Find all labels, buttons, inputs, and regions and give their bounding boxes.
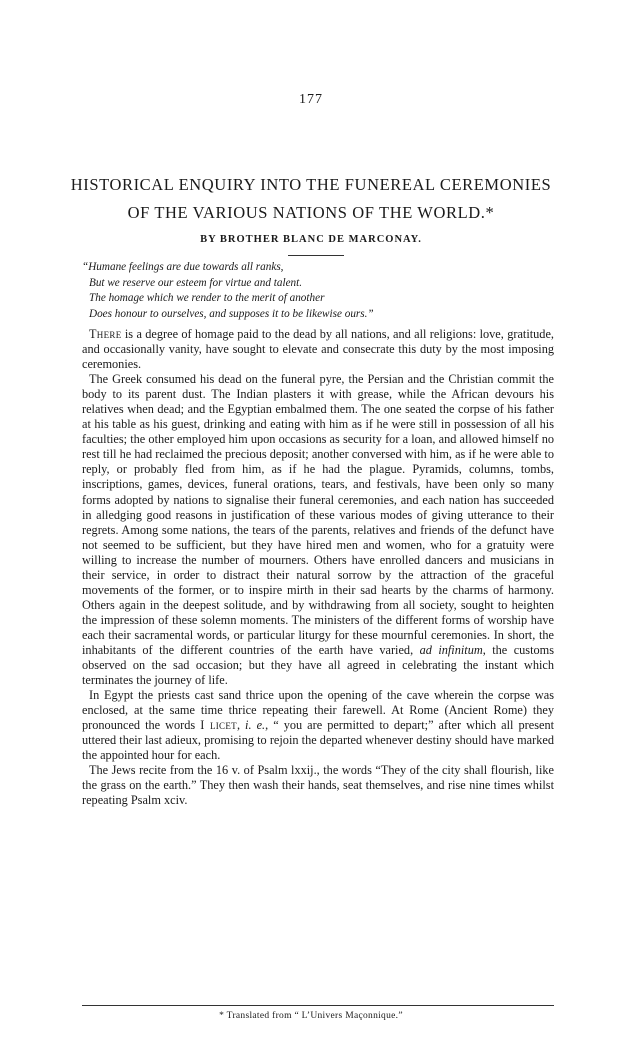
footnote: * Translated from “ L’Univers Maçonnique.” [219, 1011, 403, 1021]
title-divider [288, 255, 344, 256]
latin-word: I licet [200, 718, 237, 733]
paragraph-text: , the customs observed on the sad occasion; but they have all agreed in celebrating the instant which terminates the journey of life. [82, 642, 555, 688]
paragraph-text: The Greek consumed his dead on the funeral pyre, the Persian and the Christian commit the body to its parent dust. The Indian plasters it with grease, while the African devours his relatives when dead; and the Egyptian embalmed them. The one seated the corpse of his father at his table as his guest, drinking and eating with him as if he were still in possession of all his faculties; the other employed him upon occasions as security for a loan, and allowed himself no rest till he had reclaimed the precious deposit; another conversed with him, as if he were able to reply, or probably fled from him, as if he had the plague. Pyramids, columns, tombs, inscriptions, games, devices, funeral orations, tears, and festivals, have been only so many forms adopted by nations to signalise their funeral ceremonies, and each nation has succeeded in alledging good reasons in justification of these various modes of giving utterance to their regrets. Among some nations, the tears of the parents, relatives and friends of the defunct have not seemed to be sufficient, but they have hired men and women, who for a gratuity were willing to increase the number of mourners. Others have enrolled dancers and musicians in their service, in order to distract their natural sorrow by the attraction of the graceful movements of the former, or to inspire mirth in their sad hearts by the charms of harmony. Others again in the deepest solitude, and by withdrawing from all society, sought to heighten the impression of these solemn moments. The ministers of the different forms of worship have each their sacramental words, or particular liturgy for these mournful ceremonies. In short, the inhabitants of the different countries of the earth have varied, [82, 372, 554, 657]
paragraph-text: The Jews recite from the 16 v. of Psalm lxxij., the words “They of the city shall flourish, like the grass on the earth.” They then wash their hands, seat themselves, and rise nine times whilst repeating Psalm xciv. [82, 763, 554, 808]
article-body [82, 327, 554, 809]
epigraph-line: Does honour to ourselves, and supposes it to be likewise ours.” [89, 307, 374, 320]
paragraph-1 [82, 327, 554, 372]
article-title-line-2: OF THE VARIOUS NATIONS OF THE WORLD.* [127, 203, 495, 222]
epigraph-line: But we reserve our esteem for virtue and talent. [89, 276, 303, 289]
abbreviation: i. e. [245, 718, 266, 733]
paragraph-3: In Egypt the priests cast sand thrice upon the opening of the cave wherein the corpse was enclosed, at the same time thrice repeating their farewell. At Rome (Ancient Rome) they pronounced the words I licet, i. e., “ you are permitted to depart;” after which all present uttered their last adieux, promising to rejoin the departed whenever destiny should have marked the appointed hour for each. [82, 688, 555, 763]
page-number: 177 [299, 92, 323, 107]
epigraph-line: The homage which we render to the merit of another [89, 292, 325, 305]
paragraph-text: In Egypt the priests cast sand thrice upon the opening of the cave wherein the corpse was enclosed, at the same time thrice repeating their farewell. At Rome (Ancient Rome) they pronounced the words [82, 688, 554, 733]
paragraph-opening-word: There [89, 327, 122, 341]
article-title-line-1: HISTORICAL ENQUIRY INTO THE FUNEREAL CEREMONIES [70, 175, 552, 194]
latin-phrase: ad infinitum [419, 642, 483, 657]
epigraph [82, 260, 562, 322]
author-byline: BY BROTHER BLANC DE MARCONAY. [200, 234, 422, 245]
paragraph-text: , “ you are permitted to depart;” after which all present uttered their last adieux, promising to rejoin the departed whenever destiny should have marked the appointed hour for each. [82, 718, 555, 763]
epigraph-line: “Humane feelings are due towards all ranks, [82, 261, 284, 273]
paragraph-4 [82, 763, 554, 808]
paragraph-2 [82, 372, 554, 688]
footnote-divider [82, 1005, 554, 1006]
paragraph-text: is a degree of homage paid to the dead by all nations, and all religions: love, gratitude, and occasionally vanity, have sought to elevate and consecrate this duty by the most imposing ceremonies. [82, 327, 554, 372]
